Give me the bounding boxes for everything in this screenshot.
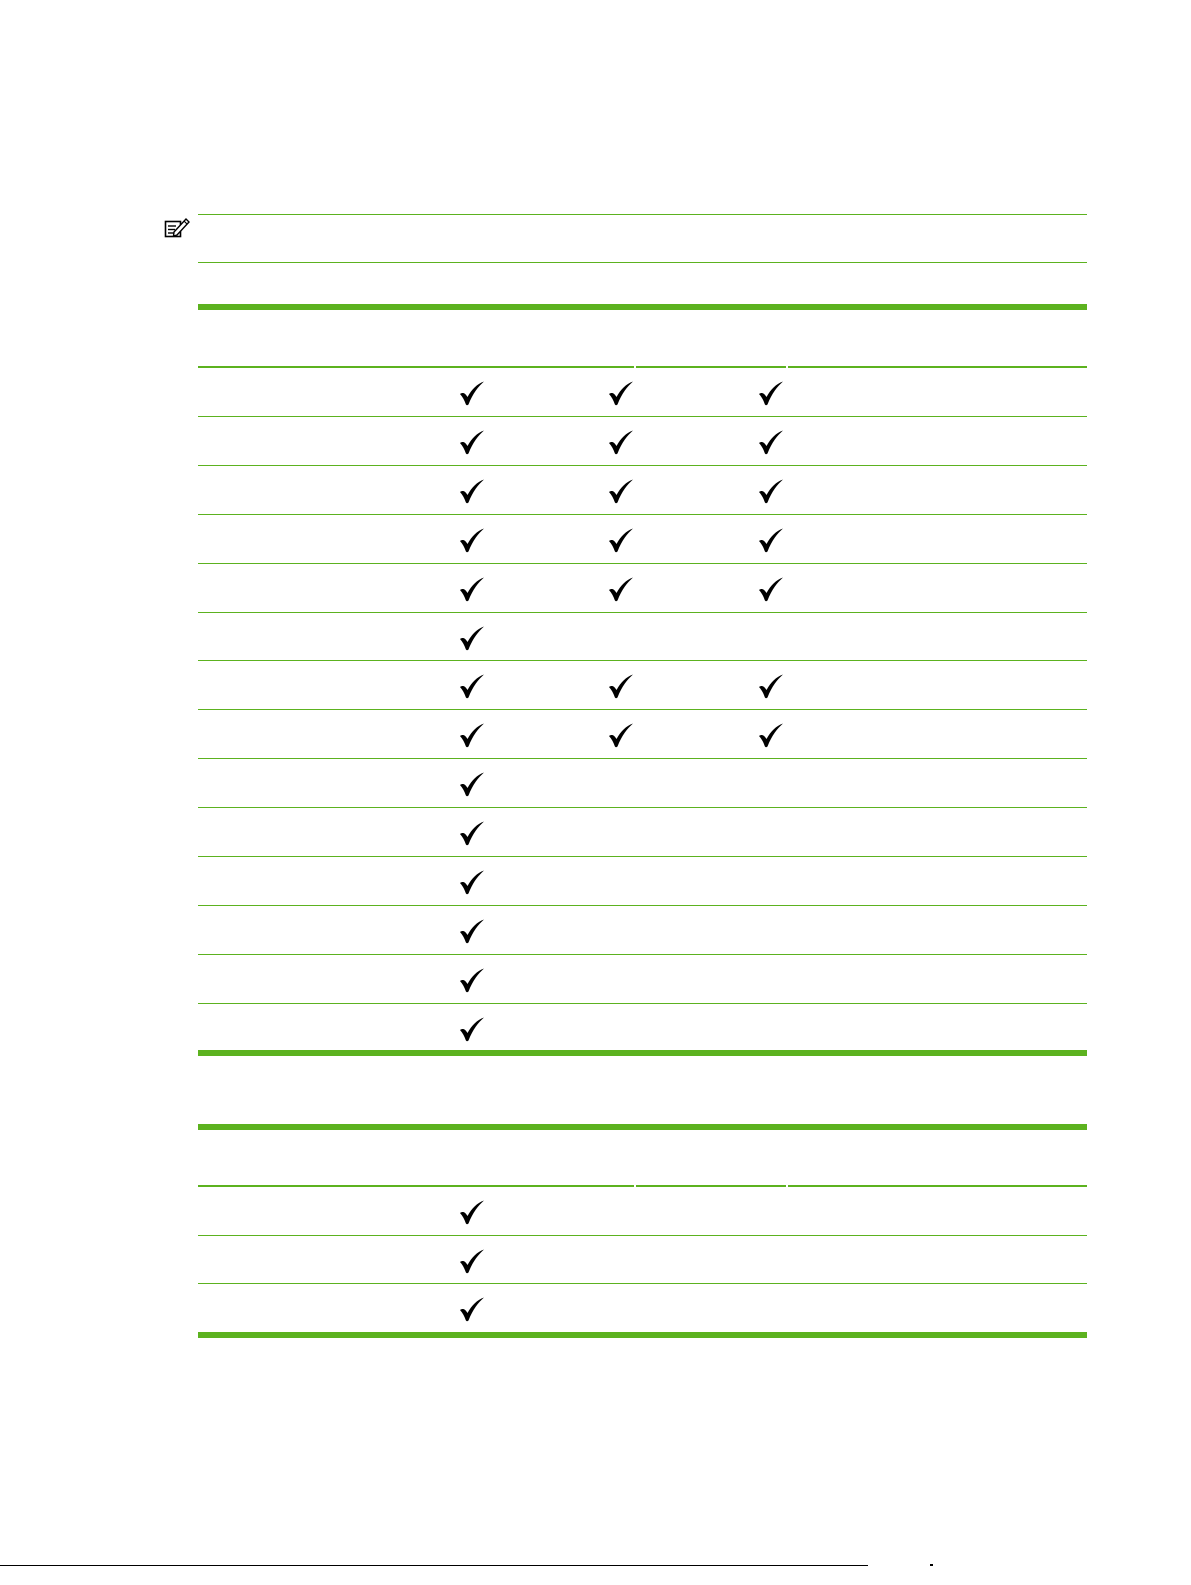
checkmark-icon (458, 820, 486, 846)
checkmark-icon (458, 478, 486, 504)
column-separator (786, 365, 788, 368)
table-top-rule (198, 1124, 1087, 1130)
table-top-rule (198, 304, 1087, 310)
checkmark-icon (607, 527, 635, 553)
checkmark-icon (458, 429, 486, 455)
checkmark-icon (607, 380, 635, 406)
checkmark-icon (607, 673, 635, 699)
checkmark-icon (757, 380, 785, 406)
table-header-rule (198, 366, 1087, 368)
table-row-rule (198, 465, 1087, 466)
checkmark-icon (458, 771, 486, 797)
table-row-rule (198, 807, 1087, 808)
footer-mark (930, 1564, 933, 1566)
table-row-rule (198, 905, 1087, 906)
checkmark-icon (607, 478, 635, 504)
note-top-rule (198, 214, 1087, 215)
column-separator (634, 1184, 636, 1187)
checkmark-icon (607, 576, 635, 602)
checkmark-icon (458, 625, 486, 651)
table-row-rule (198, 514, 1087, 515)
table-row-rule (198, 660, 1087, 661)
checkmark-icon (458, 576, 486, 602)
checkmark-icon (757, 478, 785, 504)
table-bottom-rule (198, 1050, 1087, 1056)
checkmark-icon (458, 673, 486, 699)
checkmark-icon (607, 722, 635, 748)
checkmark-icon (458, 380, 486, 406)
checkmark-icon (458, 1199, 486, 1225)
column-separator (634, 365, 636, 368)
checkmark-icon (757, 576, 785, 602)
table-row-rule (198, 856, 1087, 857)
checkmark-icon (757, 429, 785, 455)
column-separator (786, 1184, 788, 1187)
table-row-rule (198, 563, 1087, 564)
table-header-rule (198, 1185, 1087, 1187)
table-row-rule (198, 709, 1087, 710)
table-bottom-rule (198, 1332, 1087, 1338)
note-bottom-rule (198, 262, 1087, 263)
note-pencil-icon (164, 216, 190, 238)
checkmark-icon (458, 967, 486, 993)
checkmark-icon (458, 1248, 486, 1274)
table-row-rule (198, 758, 1087, 759)
checkmark-icon (458, 527, 486, 553)
table-row-rule (198, 1003, 1087, 1004)
table-row-rule (198, 416, 1087, 417)
checkmark-icon (458, 1296, 486, 1322)
checkmark-icon (458, 1016, 486, 1042)
table-row-rule (198, 612, 1087, 613)
checkmark-icon (458, 722, 486, 748)
checkmark-icon (757, 722, 785, 748)
table-row-rule (198, 1283, 1087, 1284)
checkmark-icon (458, 869, 486, 895)
checkmark-icon (607, 429, 635, 455)
table-row-rule (198, 954, 1087, 955)
checkmark-icon (757, 673, 785, 699)
checkmark-icon (757, 527, 785, 553)
table-row-rule (198, 1235, 1087, 1236)
footer-rule (0, 1565, 868, 1566)
checkmark-icon (458, 918, 486, 944)
